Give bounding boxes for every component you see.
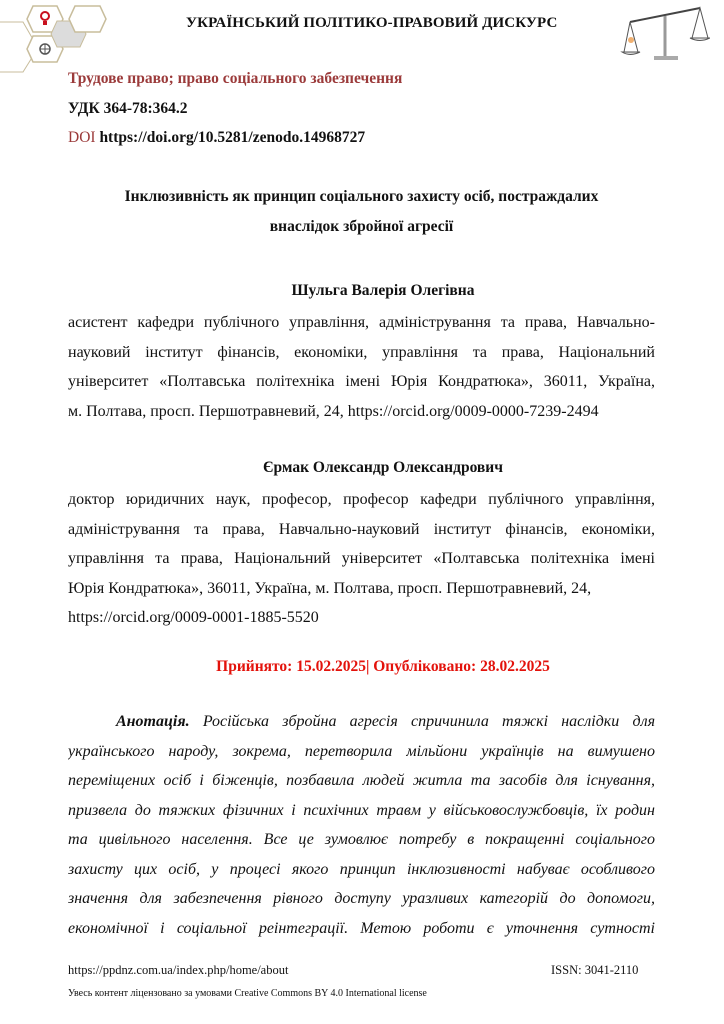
affiliation-line: управління та права, Національний університет «Полтавська політехніка імені <box>68 550 655 567</box>
doi-label: DOI <box>68 129 96 146</box>
journal-title: УКРАЇНСЬКИЙ ПОЛІТИКО-ПРАВОВИЙ ДИСКУРС <box>186 15 558 31</box>
orcid-link[interactable]: https://orcid.org/0009-0001-1885-5520 <box>68 609 319 626</box>
affiliation-line: університет «Полтавська політехніка імені Юрія Кондратюка», 36011, Україна, <box>68 373 655 390</box>
section-heading: Трудове право; право соціального забезпечення <box>68 70 403 87</box>
affiliation-line: Юрія Кондратюка», 36011, Україна, м. Полтава, просп. Першотравневий, 24, <box>68 579 592 597</box>
abstract-line: значення для забезпечення рівного доступу уразливих категорій до допомоги, <box>68 890 655 907</box>
abstract-line: економічної і соціальної реінтеграції. Метою роботи є уточнення сутності <box>68 919 655 937</box>
abstract-line: Анотація. Російська збройна агресія спричинила тяжкі наслідки для <box>116 713 655 730</box>
doi-link[interactable]: https://doi.org/10.5281/zenodo.14968727 <box>99 129 366 146</box>
abstract-line: захисту цих осіб, у процесі якого принцип інклюзивності набуває особливого <box>68 860 655 878</box>
affiliation-line: науковий інститут фінансів, економіки, управління та права, Національний <box>68 343 655 361</box>
abstract-line: призвела до тяжких фізичних і психічних травм у військовослужбовців, їх родин <box>68 801 655 819</box>
abstract-line: українського народу, зокрема, перетворила мільйони українців на вимушено <box>68 742 655 760</box>
doi-line <box>68 129 365 147</box>
publication-dates: Прийнято: 15.02.2025| Опубліковано: 28.02.2025 <box>216 658 550 675</box>
abstract-line: та цивільного населення. Все це зумовлює потребу в покращенні соціального <box>68 831 655 848</box>
abstract <box>68 707 655 943</box>
footer-url[interactable]: https://ppdnz.com.ua/index.php/home/about <box>68 963 289 977</box>
affiliation-line: асистент кафедри публічного управління, адміністрування та права, Навчально- <box>68 314 655 331</box>
udk-code: УДК 364-78:364.2 <box>68 100 188 117</box>
article-title-line-1: Інклюзивність як принцип соціального захисту осіб, постраждалих <box>124 188 599 205</box>
affiliation-line: м. Полтава, просп. Першотравневий, 24, https://orcid.org/0009-0000-7239-2494 <box>68 402 599 420</box>
abstract-label: Анотація. <box>116 713 190 730</box>
scales-of-justice-icon <box>620 4 710 60</box>
affiliation-line: адміністрування та права, Навчально-науковий інститут фінансів, економіки, <box>68 520 655 538</box>
footer-license: Увесь контент ліцензовано за умовами Creative Commons BY 4.0 International license <box>68 988 427 999</box>
journal-logo-hexagons-icon <box>0 0 140 75</box>
author-affiliation <box>68 308 655 426</box>
author-affiliation <box>68 485 655 633</box>
abstract-line: переміщених осіб і біженців, позбавила людей житла та засобів для існування, <box>68 772 655 789</box>
author-name: Єрмак Олександр Олександрович <box>263 459 503 476</box>
affiliation-line: доктор юридичних наук, професор, професор кафедри публічного управління, <box>68 491 655 508</box>
author-name: Шульга Валерія Олегівна <box>291 282 475 299</box>
article-title-line-2: внаслідок збройної агресії <box>269 218 454 235</box>
footer-issn: ISSN: 3041-2110 <box>551 963 639 977</box>
